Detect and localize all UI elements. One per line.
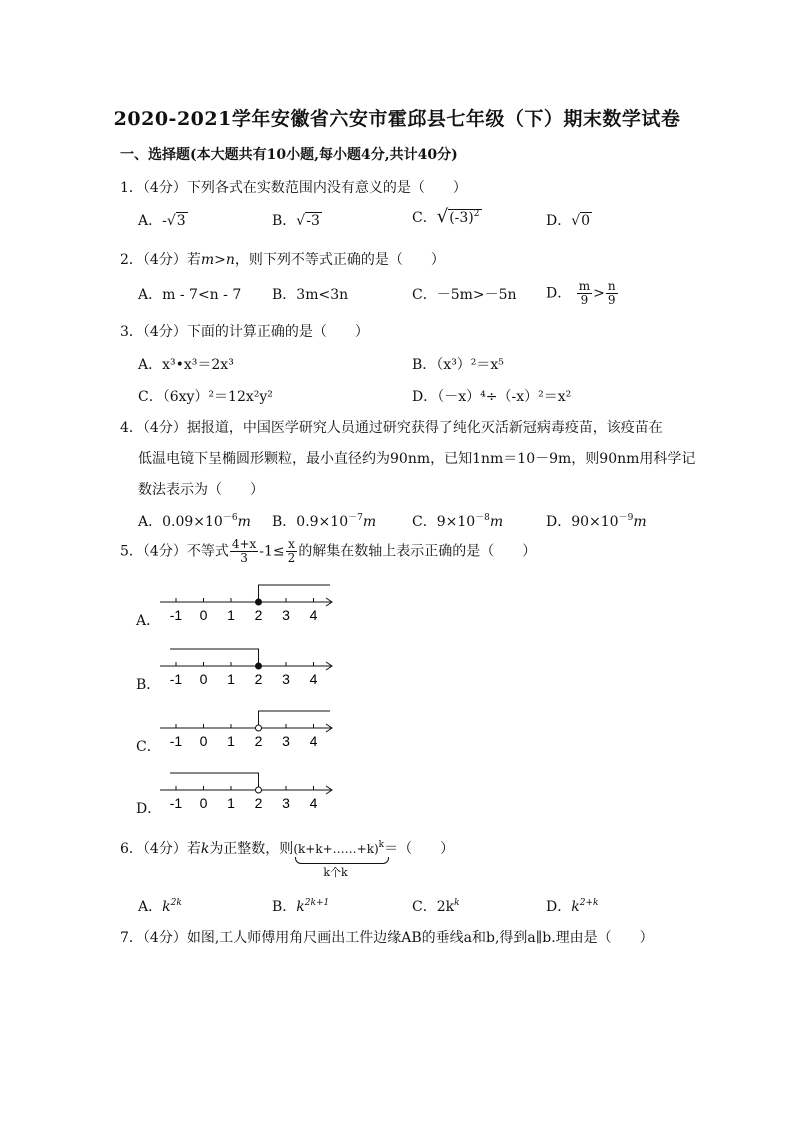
- q5-option-a-label: A．: [136, 613, 161, 629]
- tick-label: 1: [227, 671, 235, 687]
- solution-bracket: [170, 773, 259, 790]
- question-2: 2．（4分）若m>n，则下列不等式正确的是（ ）: [120, 252, 445, 268]
- tick-label: -1: [169, 607, 183, 623]
- question-1: 1．（4分）下列各式在实数范围内没有意义的是（ ）: [120, 180, 467, 196]
- tick-label: 1: [227, 733, 235, 749]
- tick-label: 2: [254, 733, 263, 749]
- q4-option-c: C．$9\times 10^{-8}m$: [412, 513, 504, 530]
- solid-endpoint: [256, 663, 262, 669]
- q3-option-c: C．（6xy）²＝12x²y²: [138, 389, 273, 405]
- number-line-b: [160, 646, 350, 696]
- q6-option-c: C．$2k^k$: [412, 898, 460, 915]
- underbrace-label: k个k: [323, 866, 348, 879]
- q3-option-a: A．x³•x³＝2x³: [138, 357, 234, 373]
- q5-option-d: [136, 770, 346, 820]
- q1-option-a: A．-√3: [138, 213, 186, 229]
- q2-option-c: C．－5m>－5n: [412, 287, 517, 303]
- q5-option-c-label: C．: [136, 739, 161, 755]
- q5-option-a: [136, 582, 346, 632]
- number-line-c: [160, 708, 350, 758]
- q1-option-c: C．$√(-3)^2$: [412, 206, 480, 227]
- question-3: 3．（4分）下面的计算正确的是（ ）: [120, 324, 369, 340]
- q3-option-d: D．（－x）⁴÷（-x）²＝x²: [412, 389, 572, 405]
- question-7: 7．（4分）如图,工人师傅用角尺画出工件边缘AB的垂线a和b,得到a∥b.理由是（ ）: [120, 930, 654, 946]
- q5-option-b: [136, 646, 346, 696]
- tick-label: 0: [199, 795, 208, 811]
- tick-label: 0: [199, 733, 208, 749]
- q6-option-a: A．$k^{2k}$: [138, 898, 182, 915]
- tick-label: -1: [169, 671, 183, 687]
- tick-label: 3: [282, 671, 290, 687]
- q6-option-b: B．$k^{2k+1}$: [272, 898, 330, 915]
- q1-option-d: D．√0: [546, 213, 591, 229]
- q5-option-b-label: B．: [136, 677, 161, 693]
- q6-option-d: D．$k^{2+k}$: [546, 898, 599, 915]
- tick-label: 3: [282, 607, 290, 623]
- exam-title: 2020-2021学年安徽省六安市霍邱县七年级（下）期末数学试卷: [113, 108, 681, 130]
- q5-option-c: [136, 708, 346, 758]
- question-5: 5．（4分）不等式 $\frac{4+x}{3}$ -1≤ $\frac{x}{2}$ 的解集在数轴上表示正确的是（ ）: [120, 537, 537, 565]
- tick-label: 0: [199, 607, 208, 623]
- solution-bracket: [259, 585, 331, 602]
- tick-label: 3: [282, 795, 290, 811]
- solid-endpoint: [256, 599, 262, 605]
- question-4-line-3: 数法表示为（ ）: [138, 482, 264, 498]
- question-4-line-1: 4．（4分）据报道，中国医学研究人员通过研究获得了纯化灭活新冠病毒疫苗，该疫苗在: [120, 420, 663, 436]
- tick-label: -1: [169, 733, 183, 749]
- q3-option-b: B．（x³）²＝x⁵: [412, 357, 504, 373]
- q4-option-b: B．$0.9\times 10^{-7}m$: [272, 513, 377, 530]
- tick-label: -1: [169, 795, 183, 811]
- number-line-a: [160, 582, 350, 632]
- hollow-endpoint: [256, 725, 262, 731]
- tick-label: 0: [199, 671, 208, 687]
- tick-label: 3: [282, 733, 290, 749]
- tick-label: 1: [227, 795, 235, 811]
- tick-label: 4: [309, 671, 318, 687]
- section-heading: 一、选择题(本大题共有10小题,每小题4分,共计40分): [120, 147, 458, 163]
- solution-bracket: [170, 649, 259, 666]
- q4-option-a: A．$0.09\times 10^{-6}m$: [138, 513, 251, 530]
- tick-label: 1: [227, 607, 235, 623]
- underbrace: [295, 857, 389, 864]
- question-4-line-2: 低温电镜下呈椭圆形颗粒，最小直径约为90nm，已知1nm＝10－9m，则90nm用科学记: [138, 451, 696, 467]
- q1-option-b: B．√-3: [272, 213, 320, 229]
- tick-label: 2: [254, 607, 263, 623]
- hollow-endpoint: [256, 787, 262, 793]
- q2-option-a: A．m - 7<n - 7: [138, 287, 242, 303]
- tick-label: 4: [309, 607, 318, 623]
- tick-label: 2: [254, 795, 263, 811]
- q4-option-d: D．$90\times 10^{-9}m$: [546, 513, 647, 530]
- q5-option-d-label: D．: [136, 801, 162, 817]
- tick-label: 2: [254, 671, 263, 687]
- solution-bracket: [259, 711, 331, 728]
- question-6: 6．（4分）若k为正整数，则(k+k+……+k) k个k $^k$＝（ ）: [120, 840, 455, 879]
- number-line-d: [160, 770, 350, 820]
- tick-label: 4: [309, 733, 318, 749]
- q2-option-d: D． $\frac{m}{9}$ > $\frac{n}{9}$: [546, 279, 616, 307]
- q2-option-b: B．3m<3n: [272, 287, 349, 303]
- tick-label: 4: [309, 795, 318, 811]
